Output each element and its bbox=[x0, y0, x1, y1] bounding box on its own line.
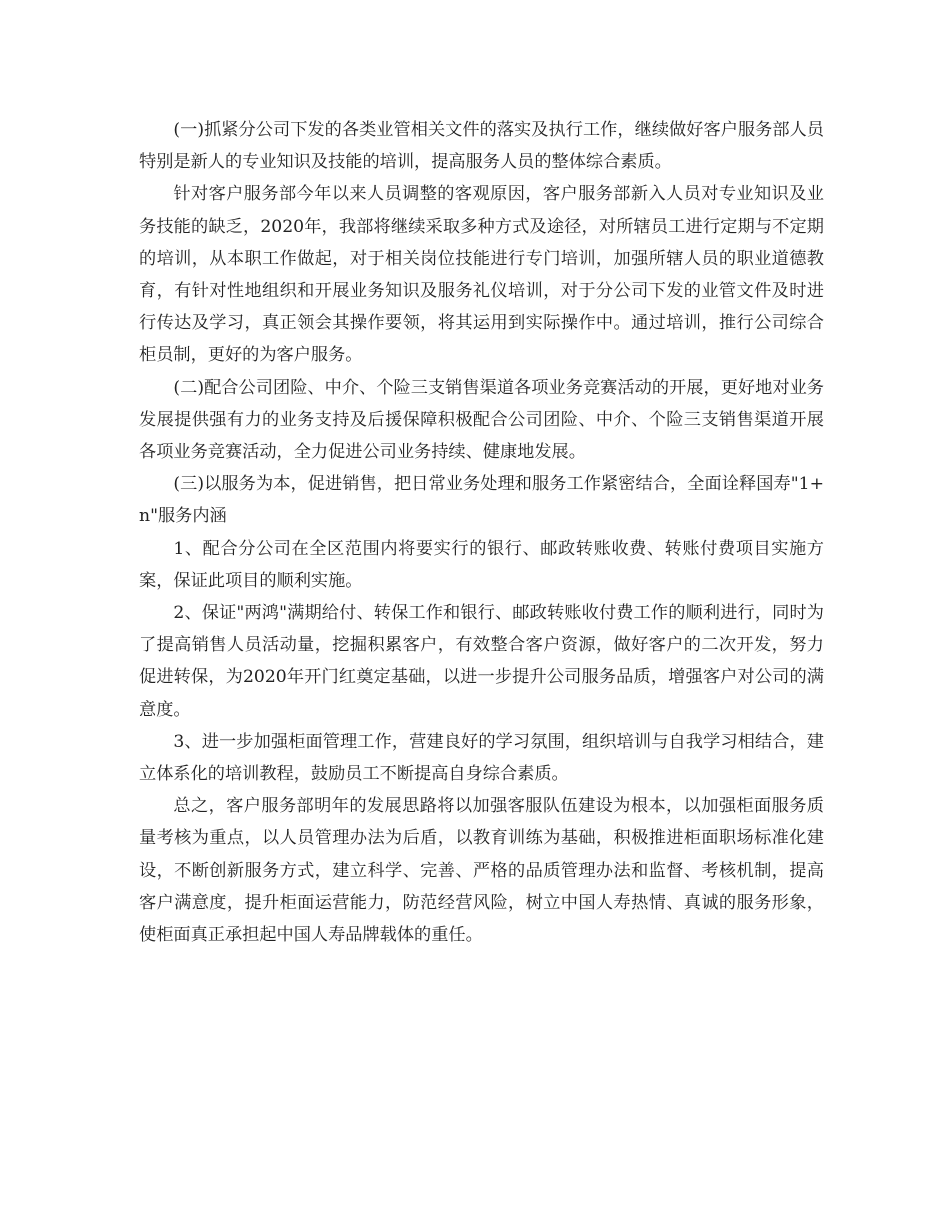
paragraph-item-3: 3、进一步加强柜面管理工作，营建良好的学习氛围，组织培训与自我学习相结合，建立体系化的培训教程，鼓励员工不断提高自身综合素质。 bbox=[139, 731, 824, 785]
paragraph-item-1: 1、配合分公司在全区范围内将要实行的银行、邮政转账收费、转账付费项目实施方案，保证此项目的顺利实施。 bbox=[139, 538, 824, 591]
paragraph-item-2: 2、保证"两鸿"满期给付、转保工作和银行、邮政转账收付费工作的顺利进行，同时为了提高销售人员活动量，挖掘积累客户，有效整合客户资源，做好客户的二次开发，努力促进转保，为2020年开门红奠定基础，以进一步提升公司服务品质，增强客户对公司的满意度。 bbox=[139, 603, 824, 720]
paragraph-training-details: 针对客户服务部今年以来人员调整的客观原因，客户服务部新入人员对专业知识及业务技能的缺乏，2020年，我部将继续采取多种方式及途径，对所辖员工进行定期与不定期的培训，从本职工作做起，对于相关岗位技能进行专门培训，加强所辖人员的职业道德教育，有针对性地组织和开展业务知识及服务礼仪培训，对于分公司下发的业管文件及时进行传达及学习，真正领会其操作要领，将其运用到实际操作中。通过培训，推行公司综合柜员制，更好的为客户服务。 bbox=[139, 184, 824, 366]
document-body bbox=[139, 114, 824, 951]
paragraph-training-work: (一)抓紧分公司下发的各类业管相关文件的落实及执行工作，继续做好客户服务部人员特别是新人的专业知识及技能的培训，提高服务人员的整体综合素质。 bbox=[139, 120, 824, 173]
paragraph-summary: 总之，客户服务部明年的发展思路将以加强客服队伍建设为根本，以加强柜面服务质量考核为重点，以人员管理办法为后盾，以教育训练为基础，积极推进柜面职场标准化建设，不断创新服务方式，建立科学、完善、严格的品质管理办法和监督、考核机制，提高客户满意度，提升柜面运营能力，防范经营风险，树立中国人寿热情、真诚的服务形象，使柜面真正承担起中国人寿品牌载体的重任。 bbox=[139, 796, 824, 946]
paragraph-sales-support: (二)配合公司团险、中介、个险三支销售渠道各项业务竞赛活动的开展，更好地对业务发展提供强有力的业务支持及后援保障积极配合公司团险、中介、个险三支销售渠道开展各项业务竞赛活动，全力促进公司业务持续、健康地发展。 bbox=[139, 377, 824, 463]
paragraph-service-focus: (三)以服务为本，促进销售，把日常业务处理和服务工作紧密结合，全面诠释国寿"1+n"服务内涵 bbox=[139, 474, 824, 527]
